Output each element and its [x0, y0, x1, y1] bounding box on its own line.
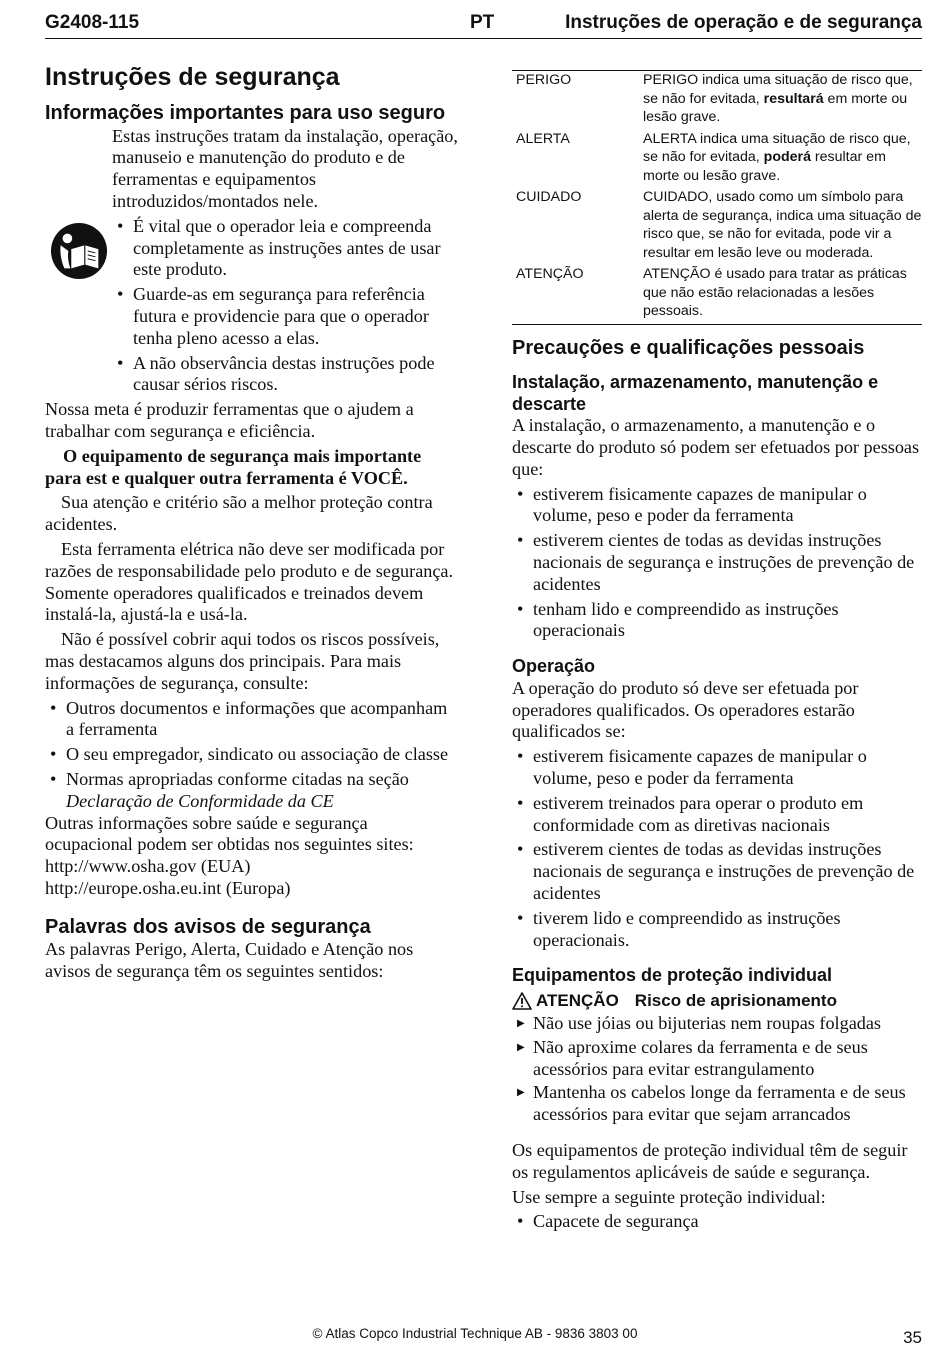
ppe-use-paragraph: Use sempre a seguinte proteção individual:: [512, 1186, 826, 1207]
reference-list: [45, 698, 459, 813]
list-item: • Guarde-as em segurança para referência futura e providencie para que o operador tenha pleno acesso a elas.: [112, 284, 459, 349]
warning-line: [512, 991, 922, 1011]
list-item: • estiverem cientes de todas as devidas instruções nacionais de segurança e instruções de prevenção de acidentes: [512, 839, 922, 904]
url-usa: http://www.osha.gov (EUA): [45, 856, 251, 877]
warning-triangle-icon: [512, 992, 532, 1010]
goal-paragraph: Nossa meta é produzir ferramentas que o ajudem a trabalhar com segurança e eficiência.: [45, 399, 414, 441]
list-item: • O seu empregador, sindicato ou associação de classe: [45, 744, 459, 766]
language-code: PT: [470, 12, 495, 33]
table-row: [512, 265, 922, 324]
list-item: • estiverem treinados para operar o produto em conformidade com as diretivas nacionais: [512, 793, 922, 837]
heading-operation: Operação: [512, 656, 596, 677]
operation-intro: A operação do produto só deve ser efetuada por operadores qualificados. Os operadores estarão qualificados se:: [512, 677, 859, 742]
page-number: 35: [903, 1328, 922, 1347]
list-item: • É vital que o operador leia e compreenda completamente as instruções antes de usar este produto.: [112, 216, 459, 281]
list-item: • estiverem fisicamente capazes de manipular o volume, peso e poder da ferramenta: [512, 746, 922, 790]
list-item: • tiverem lido e compreendido as instruções operacionais.: [512, 908, 922, 952]
list-item: • Capacete de segurança: [512, 1211, 922, 1233]
ref-italic-title: Declaração de Conformidade da CE: [66, 790, 334, 811]
signal-intro-paragraph: As palavras Perigo, Alerta, Cuidado e Atenção nos avisos de segurança têm os seguintes sentidos:: [45, 939, 414, 982]
other-info-paragraph: Outras informações sobre saúde e segurança ocupacional podem ser obtidas nos seguintes sites:: [45, 812, 414, 855]
heading-signal-words: Palavras dos avisos de segurança: [45, 915, 371, 938]
list-item: [45, 769, 459, 813]
list-item: • estiverem fisicamente capazes de manipular o volume, peso e poder da ferramenta: [512, 484, 922, 528]
signal-word-table: [512, 70, 922, 325]
attention-paragraph: Sua atenção e critério são a melhor proteção contra acidentes.: [45, 492, 433, 535]
read-manual-icon: [50, 222, 108, 280]
warning-word: ATENÇÃO: [536, 991, 619, 1010]
list-item: ▶ Não use jóias ou bijuterias nem roupas folgadas: [512, 1013, 922, 1035]
operation-bullet-list: [512, 746, 922, 951]
heading-precautions: Precauções e qualificações pessoais: [512, 336, 865, 359]
signal-meaning: ALERTA indica uma situação de risco que, se não for evitada, poderá resultar em morte ou lesão grave.: [643, 130, 911, 184]
table-row: [512, 71, 922, 130]
heading-ppe: Equipamentos de proteção individual: [512, 965, 833, 986]
intro-section: [45, 126, 459, 397]
table-row: [512, 130, 922, 189]
signal-word: PERIGO: [516, 72, 572, 88]
footer-copyright: © Atlas Copco Industrial Technique AB - 9836 3803 00: [312, 1326, 638, 1341]
signal-word: CUIDADO: [516, 189, 582, 205]
signal-meaning: PERIGO indica uma situação de risco que, se não for evitada, resultará em morte ou lesão grave.: [643, 72, 913, 125]
install-bullet-list: [512, 484, 922, 643]
modify-paragraph: Esta ferramenta elétrica não deve ser modificada por razões de responsabilidade pelo produto e de segurança. Somente operadores qualificados e treinados devem instalá-la, ajustá-la e usá-la.: [45, 538, 454, 625]
warning-instruction-list: [512, 1013, 922, 1126]
list-item: • estiverem cientes de todas as devidas instruções nacionais de segurança e instruções de prevenção de acidentes: [512, 530, 922, 595]
doc-code: G2408-115: [45, 12, 140, 33]
list-item: • A não observância destas instruções pode causar sérios riscos.: [112, 353, 459, 397]
list-item: ▶ Não aproxime colares da ferramenta e de seus acessórios para evitar estrangulamento: [512, 1037, 922, 1081]
heading-install: Instalação, armazenamento, manutenção e descarte: [512, 372, 879, 414]
signal-word: ALERTA: [516, 130, 570, 147]
signal-meaning: ATENÇÃO é usado para tratar as práticas que não estão relacionadas a lesões pessoais.: [643, 266, 907, 319]
table-row: [512, 188, 922, 265]
section-title: Instruções de segurança: [45, 63, 340, 91]
cover-paragraph: Não é possível cobrir aqui todos os riscos possíveis, mas destacamos alguns dos principais. Para mais informações de segurança, consulte:: [45, 629, 440, 693]
install-intro: A instalação, o armazenamento, a manutenção e o descarte do produto só podem ser efetuados por pessoas que:: [512, 415, 920, 479]
important-bold-paragraph: O equipamento de segurança mais importante para est e qualquer outra ferramenta é VOCÊ.: [45, 445, 422, 488]
page-header: [45, 10, 922, 39]
signal-meaning: CUIDADO, usado como um símbolo para alerta de segurança, indica uma situação de risco que, se não for evitada, pode vir a resultar em lesão leve ou moderada.: [643, 189, 922, 261]
url-europe: http://europe.osha.eu.int (Europa): [45, 877, 291, 898]
warning-risk: Risco de aprisionamento: [634, 991, 837, 1010]
ppe-paragraph: Os equipamentos de proteção individual têm de seguir os regulamentos aplicáveis de saúde e segurança.: [512, 1139, 908, 1182]
signal-word: ATENÇÃO: [516, 266, 584, 282]
ppe-list: [512, 1211, 922, 1233]
right-column: [512, 70, 922, 1233]
heading-important-info: Informações importantes para uso seguro: [45, 102, 446, 124]
ref-text: Normas apropriadas conforme citadas na seção: [66, 768, 409, 789]
list-item: • Outros documentos e informações que acompanham a ferramenta: [45, 698, 459, 742]
left-column: [45, 62, 459, 983]
header-title: Instruções de operação e de segurança: [565, 12, 922, 33]
list-item: • tenham lido e compreendido as instruções operacionais: [512, 599, 922, 643]
intro-paragraph: Estas instruções tratam da instalação, operação, manuseio e manutenção do produto e de ferramentas e equipamentos introduzidos/montados nele.: [112, 125, 458, 211]
list-item: ▶ Mantenha os cabelos longe da ferramenta e de seus acessórios para evitar que sejam arrancados: [512, 1082, 922, 1126]
